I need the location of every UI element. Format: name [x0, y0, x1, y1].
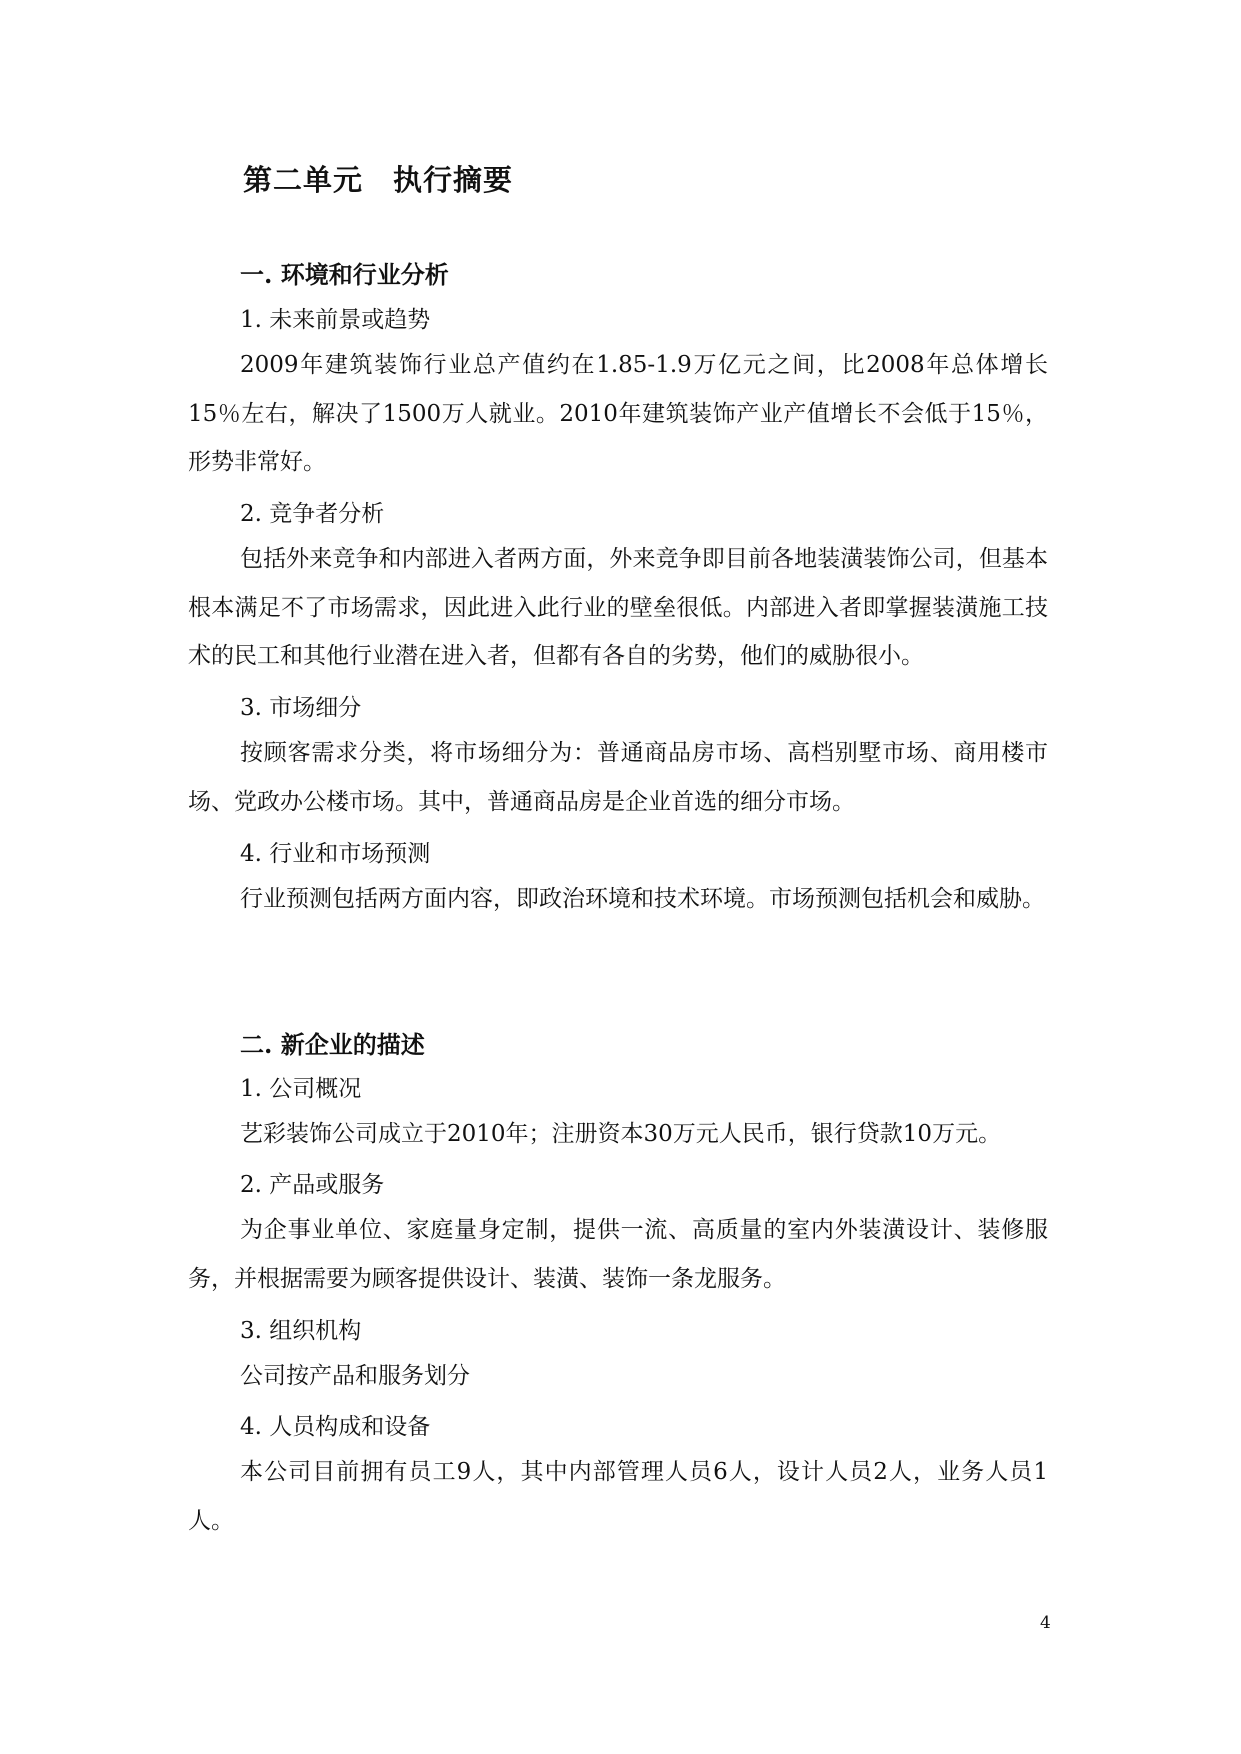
paragraph-competitor-analysis: 包括外来竞争和内部进入者两方面，外来竞争即目前各地装潢装饰公司，但基本根本满足不了市场需求，因此进入此行业的壁垒很低。内部进入者即掌握装潢施工技术的民工和其他行业潜在进入者，但都有各自的劣势，他们的威胁很小。 [188, 546, 1048, 669]
page-number: 4 [1040, 1613, 1051, 1633]
paragraph-future-trend: 2009年建筑装饰行业总产值约在1.85-1.9万亿元之间，比2008年总体增长15％左右，解决了1500万人就业。2010年建筑装饰产业产值增长不会低于15％，形势非常好。 [188, 352, 1048, 475]
subheading-future-trend: 1. 未来前景或趋势 [240, 307, 431, 333]
subheading-staff-equipment: 4. 人员构成和设备 [240, 1414, 431, 1440]
subheading-market-segmentation: 3. 市场细分 [240, 695, 362, 721]
paragraph-market-segmentation: 按顾客需求分类，将市场细分为：普通商品房市场、高档别墅市场、商用楼市场、党政办公楼市场。其中，普通商品房是企业首选的细分市场。 [188, 740, 1048, 815]
section-heading-environment: 一. 环境和行业分析 [240, 260, 449, 289]
subheading-competitor-analysis: 2. 竞争者分析 [240, 501, 385, 527]
unit-title: 第二单元 执行摘要 [243, 163, 514, 197]
subheading-company-overview: 1. 公司概况 [240, 1076, 362, 1102]
paragraph-organization: 公司按产品和服务划分 [240, 1363, 470, 1389]
paragraph-products-services: 为企事业单位、家庭量身定制，提供一流、高质量的室内外装潢设计、装修服务，并根据需要为顾客提供设计、装潢、装饰一条龙服务。 [188, 1217, 1048, 1292]
subheading-organization: 3. 组织机构 [240, 1318, 362, 1344]
paragraph-company-overview: 艺彩装饰公司成立于2010年；注册资本30万元人民币，银行贷款10万元。 [240, 1121, 1002, 1147]
paragraph-industry-forecast: 行业预测包括两方面内容，即政治环境和技术环境。市场预测包括机会和威胁。 [240, 886, 1045, 912]
subheading-products-services: 2. 产品或服务 [240, 1172, 385, 1198]
section-heading-new-enterprise: 二. 新企业的描述 [240, 1030, 425, 1059]
subheading-industry-forecast: 4. 行业和市场预测 [240, 841, 431, 867]
paragraph-staff-equipment: 本公司目前拥有员工9人，其中内部管理人员6人，设计人员2人，业务人员1人。 [188, 1459, 1048, 1534]
